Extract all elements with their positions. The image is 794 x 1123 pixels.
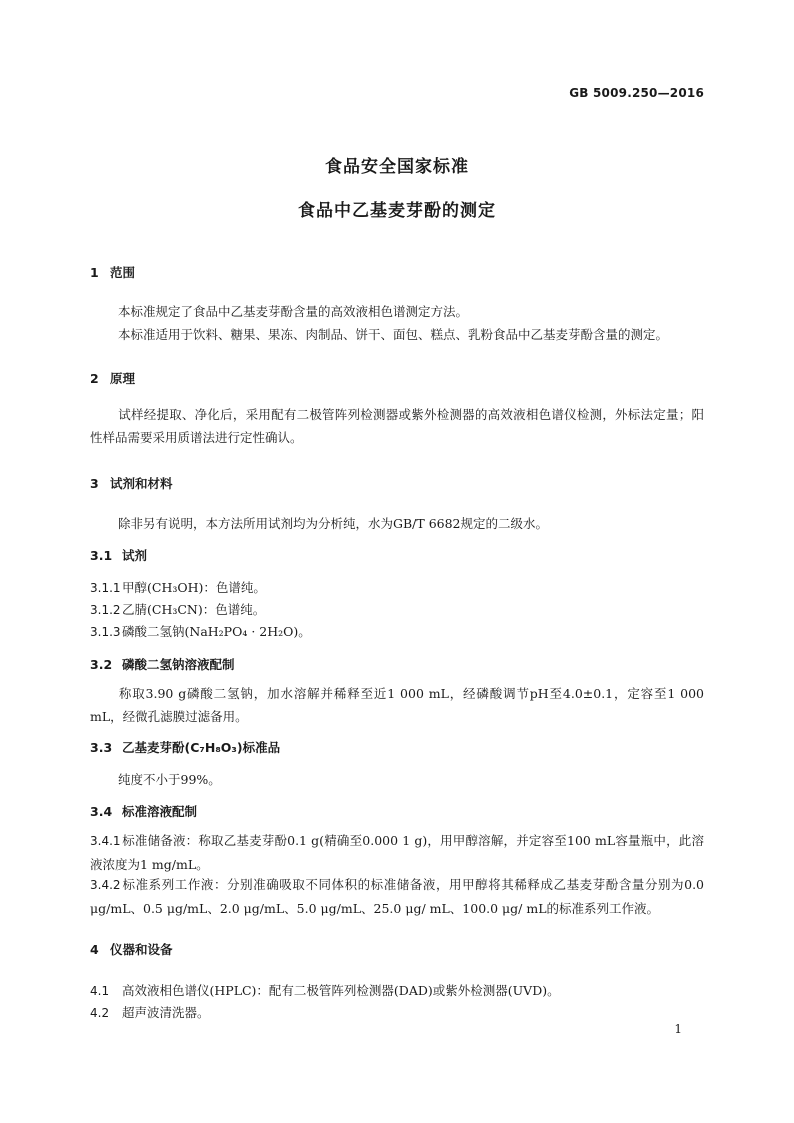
section-3-paragraph: 除非另有说明，本方法所用试剂均为分析纯，水为GB/T 6682规定的二级水。 <box>118 516 549 531</box>
item-number: 3.1.3 <box>90 625 121 639</box>
item-number: 3.1.1 <box>90 581 121 595</box>
item-number: 3.1.2 <box>90 603 121 617</box>
section-title: 范围 <box>110 265 136 280</box>
section-4-heading <box>90 940 173 958</box>
item-text: 标准系列工作液：分别准确吸取不同体积的标准储备液，用甲醇将其稀释成乙基麦芽酚含量分别为0.0 μg/mL、0.5 μg/mL、2.0 μg/mL、5.0 μg/mL、25.0 μg/ mL、100.0 μg/ mL的标准系列工作液。 <box>90 877 704 916</box>
item-number: 3.4.2 <box>90 878 121 892</box>
item-4-1 <box>90 981 560 999</box>
item-text: 乙腈(CH₃CN)：色谱纯。 <box>122 602 266 617</box>
item-text: 超声波清洗器。 <box>122 1005 210 1020</box>
item-3-1-1 <box>90 578 266 596</box>
standard-number: GB 5009.250—2016 <box>569 86 704 100</box>
section-title: 乙基麦芽酚(C₇H₈O₃)标准品 <box>122 740 281 755</box>
document-title-line1: 食品安全国家标准 <box>325 157 469 177</box>
section-title: 原理 <box>110 371 136 386</box>
item-number: 4.2 <box>90 1006 110 1020</box>
section-title: 仪器和设备 <box>110 942 173 957</box>
section-number: 3.3 <box>90 740 113 755</box>
section-number: 3 <box>90 476 99 491</box>
section-3-2-paragraph <box>90 682 704 728</box>
section-1-heading <box>90 263 135 281</box>
section-title: 试剂和材料 <box>110 476 173 491</box>
item-3-1-2 <box>90 600 265 618</box>
section-number: 3.2 <box>90 657 113 672</box>
section-number: 4 <box>90 942 99 957</box>
item-text: 高效液相色谱仪(HPLC)：配有二极管阵列检测器(DAD)或紫外检测器(UVD)。 <box>122 983 560 998</box>
item-number: 3.4.1 <box>90 834 121 848</box>
item-3-4-2 <box>90 873 704 920</box>
section-2-text: 试样经提取、净化后，采用配有二极管阵列检测器或紫外检测器的高效液相色谱仪检测，外标法定量；阳性样品需要采用质谱法进行定性确认。 <box>90 407 704 445</box>
section-3-2-text: 称取3.90 g磷酸二氢钠，加水溶解并稀释至近1 000 mL，经磷酸调节pH至4.0±0.1，定容至1 000 mL，经微孔滤膜过滤备用。 <box>90 686 704 724</box>
section-number: 3.4 <box>90 804 113 819</box>
item-text: 磷酸二氢钠(NaH₂PO₄ · 2H₂O)。 <box>122 624 311 639</box>
section-2-paragraph <box>90 403 704 449</box>
section-3-4-heading <box>90 802 197 820</box>
section-3-heading <box>90 474 173 492</box>
section-title: 标准溶液配制 <box>122 804 198 819</box>
section-3-2-heading <box>90 655 235 673</box>
item-3-1-3 <box>90 622 311 640</box>
section-3-1-heading <box>90 546 147 564</box>
item-4-2 <box>90 1003 210 1021</box>
section-title: 磷酸二氢钠溶液配制 <box>122 657 235 672</box>
item-text: 甲醇(CH₃OH)：色谱纯。 <box>122 580 266 595</box>
section-number: 2 <box>90 371 99 386</box>
section-number: 1 <box>90 265 99 280</box>
section-title: 试剂 <box>122 548 148 563</box>
section-2-heading <box>90 369 135 387</box>
section-1-paragraph-2: 本标准适用于饮料、糖果、果冻、肉制品、饼干、面包、糕点、乳粉食品中乙基麦芽酚含量的测定。 <box>118 327 669 342</box>
section-3-3-paragraph: 纯度不小于99%。 <box>118 772 221 787</box>
item-number: 4.1 <box>90 984 110 998</box>
page-number: 1 <box>674 1022 682 1036</box>
section-1-paragraph-1: 本标准规定了食品中乙基麦芽酚含量的高效液相色谱测定方法。 <box>118 304 469 319</box>
document-title-line2: 食品中乙基麦芽酚的测定 <box>298 201 496 221</box>
section-3-3-heading <box>90 738 280 756</box>
section-number: 3.1 <box>90 548 113 563</box>
item-text: 标准储备液：称取乙基麦芽酚0.1 g(精确至0.000 1 g)，用甲醇溶解，并定容至100 mL容量瓶中，此溶液浓度为1 mg/mL。 <box>90 833 704 872</box>
item-3-4-1 <box>90 829 704 876</box>
